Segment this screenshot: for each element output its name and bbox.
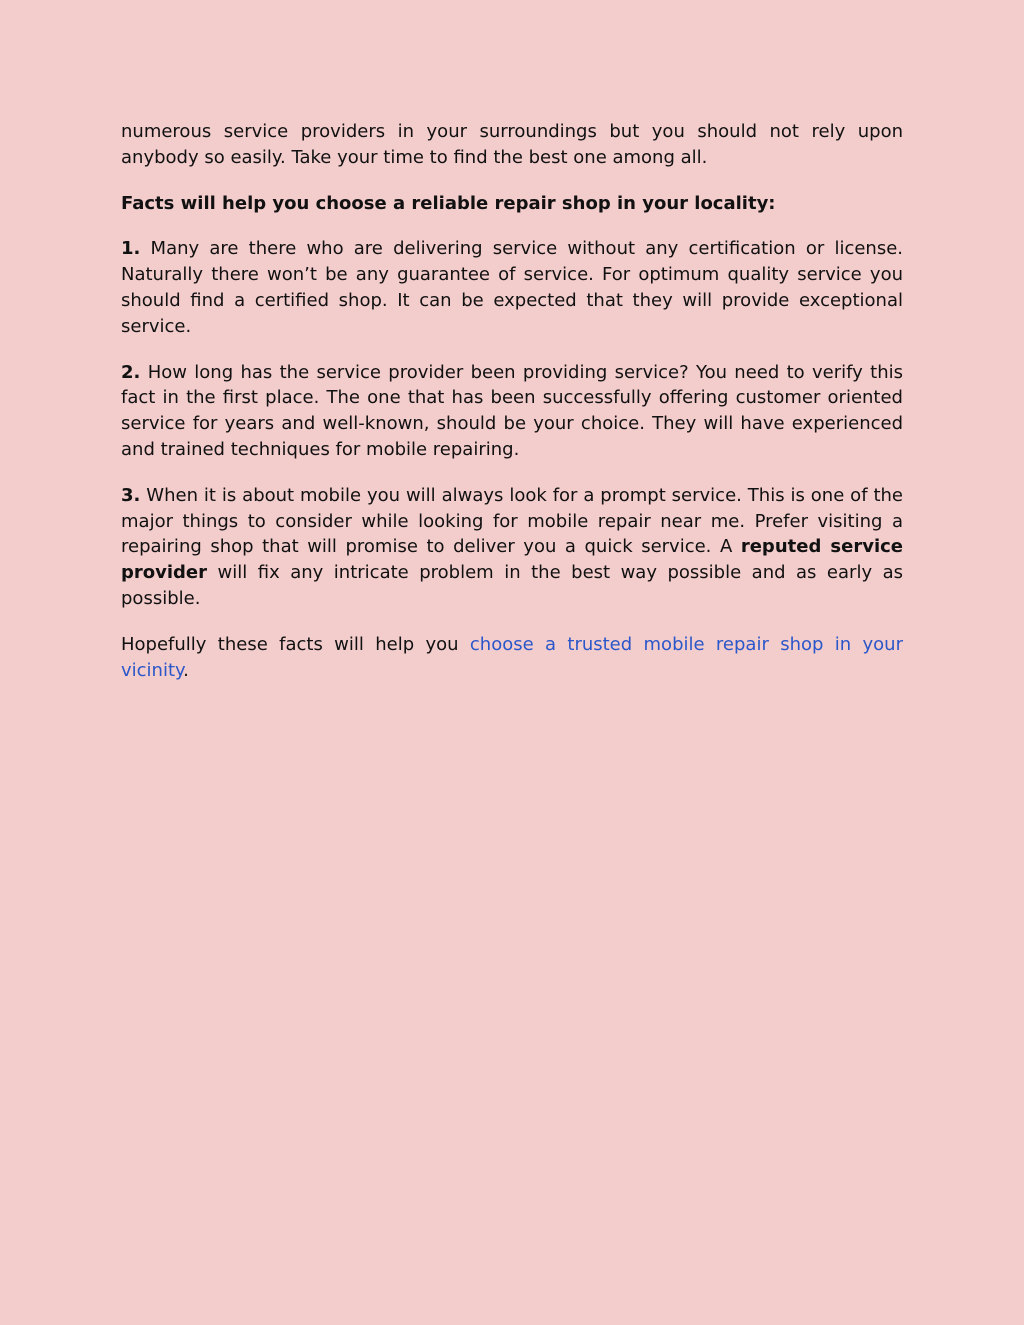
closing-text-after: . [183, 659, 189, 681]
closing-text-before: Hopefully these facts will help you [121, 633, 470, 655]
section-heading-text: Facts will help you choose a reliable repair shop in your locality: [121, 192, 776, 214]
document-page [121, 119, 903, 703]
point-1-paragraph [121, 236, 903, 339]
repair-shop-link[interactable]: choose a trusted mobile repair shop in your vicinity [121, 633, 903, 681]
point-2-paragraph [121, 360, 903, 463]
closing-paragraph [121, 632, 903, 684]
point-3-text-after: will fix any intricate problem in the best way possible and as early as possible. [121, 562, 903, 609]
point-3-paragraph [121, 483, 903, 612]
point-3-bold-phrase: reputed service provider [121, 536, 904, 584]
point-2-text: How long has the service provider been providing service? You need to verify this fact in the first place. The one that has been successfully offering customer oriented service for years and well-known, should be your choice. They will have experienced and trained techniques for mobile repairing. [121, 361, 903, 460]
point-2-number: 2. [121, 361, 141, 383]
point-3-number: 3. [121, 484, 141, 506]
point-1-number: 1. [121, 238, 141, 260]
intro-text: numerous service providers in your surroundings but you should not rely upon anybody so easily. Take your time to find the best one among all. [121, 121, 903, 168]
point-1-text: Many are there who are delivering service without any certification or license. Naturally there won’t be any guarantee of service. For optimum quality service you should find a certified shop. It can be expected that they will provide exceptional service. [121, 238, 903, 337]
intro-paragraph [121, 119, 903, 171]
section-heading [121, 191, 903, 217]
point-3-text-before: When it is about mobile you will always look for a prompt service. This is one of the major things to consider while looking for mobile repair near me. Prefer visiting a repairing shop that will promise to deliver you a quick service. A [121, 484, 903, 558]
